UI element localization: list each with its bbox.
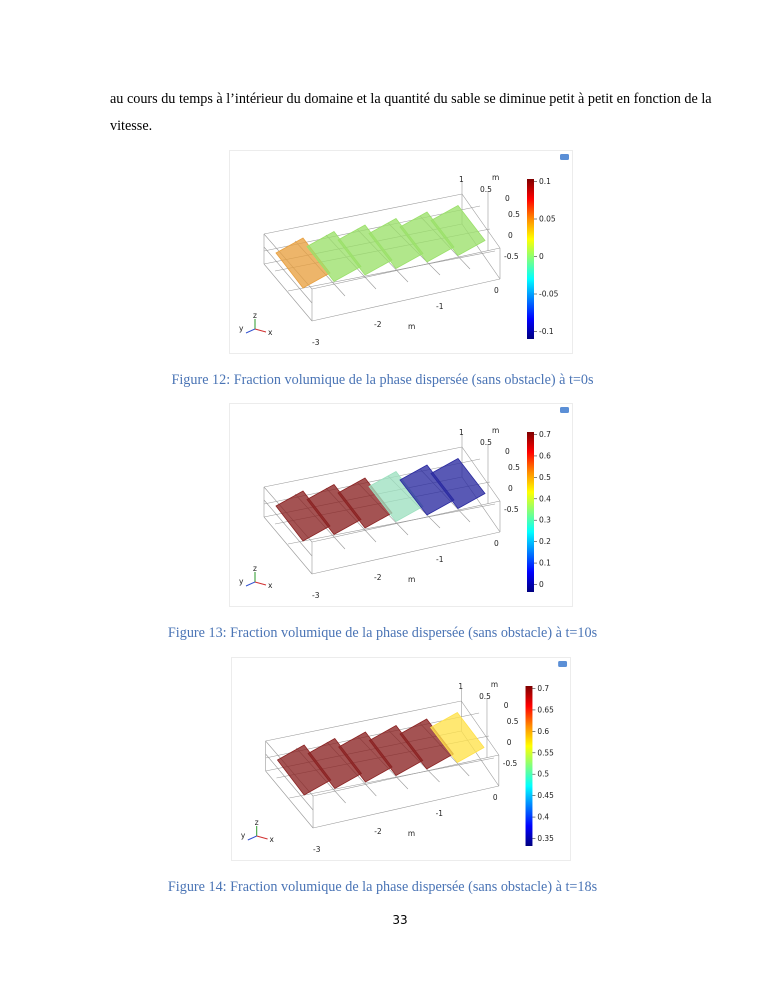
axis-unit-label: m <box>490 679 499 690</box>
colorbar-tick-label: 0.1 <box>539 177 551 186</box>
colorbar-tick-label: 0.1 <box>539 558 551 568</box>
colorbar-tick-label: 0.35 <box>537 833 554 844</box>
colorbar-tick-label: 0.4 <box>539 494 551 504</box>
camera-icon <box>560 407 569 413</box>
triad-z-label: z <box>253 311 257 320</box>
colorbar-tick-label: 0.45 <box>537 791 554 801</box>
figure-13-caption: Figure 13: Fraction volumique de la phase dispersée (sans obstacle) à t=10s <box>167 625 598 641</box>
z-tick-label: 0 <box>505 447 510 456</box>
z-tick-label: 0 <box>503 700 509 711</box>
colorbar <box>527 432 534 592</box>
y-tick-label: 0.5 <box>508 210 520 219</box>
figure-14-plot <box>231 657 571 861</box>
axis-triad-icon <box>239 311 273 337</box>
z-tick-label: 1 <box>458 681 464 692</box>
triad-z-label: z <box>253 564 257 573</box>
z-tick-label: 1 <box>459 175 464 184</box>
triad-z-label: z <box>254 817 259 828</box>
y-tick-label: -0.5 <box>502 758 518 769</box>
plot-svg <box>232 658 570 860</box>
axis-unit-label: m <box>492 426 500 435</box>
x-tick-label: -2 <box>374 320 382 329</box>
triad-y-label: y <box>240 830 246 841</box>
colorbar-tick-label: 0.6 <box>539 451 551 461</box>
colorbar-tick-label: 0.5 <box>537 769 550 779</box>
y-tick-label: 0 <box>506 737 512 748</box>
x-tick-label: -2 <box>374 826 382 837</box>
page-number: 33 <box>392 913 408 927</box>
z-tick-label: 0.5 <box>480 438 492 447</box>
axis-unit-label: m <box>407 828 416 839</box>
colorbar-tick-label: -0.05 <box>539 289 559 299</box>
colorbar-tick-label: 0.6 <box>537 726 550 736</box>
y-tick-label: -0.5 <box>504 505 519 514</box>
colorbar-tick-label: 0 <box>539 580 544 589</box>
triad-y-label: y <box>239 324 244 333</box>
colorbar <box>527 179 534 339</box>
triad-x-label: x <box>269 834 274 845</box>
y-tick-label: 0 <box>508 231 513 240</box>
axis-triad-icon <box>241 818 275 844</box>
z-tick-label: 0.5 <box>480 185 492 194</box>
colorbar-tick-label: -0.1 <box>539 327 554 336</box>
figure-14-caption: Figure 14: Fraction volumique de la phase dispersée (sans obstacle) à t=18s <box>167 879 598 895</box>
z-tick-label: 1 <box>459 428 464 437</box>
y-tick-label: 0.5 <box>506 716 519 727</box>
y-tick-label: 0 <box>508 484 513 493</box>
figure-13-plot <box>229 403 573 607</box>
z-tick-label: 0 <box>505 194 510 203</box>
colorbar-tick-label: 0.4 <box>537 812 550 822</box>
camera-icon <box>558 661 567 667</box>
z-tick-label: 0.5 <box>479 691 491 702</box>
colorbar-tick-label: 0.3 <box>539 515 551 525</box>
triad-y-label: y <box>239 577 244 586</box>
x-tick-label: 0 <box>492 792 498 803</box>
figure-12-plot <box>229 150 573 354</box>
x-tick-label: -3 <box>312 591 320 600</box>
colorbar-tick-label: 0 <box>539 252 544 261</box>
axis-unit-label: m <box>492 173 500 182</box>
axis-triad-icon <box>239 564 273 590</box>
colorbar-tick-label: 0.05 <box>539 214 556 224</box>
x-tick-label: -1 <box>435 808 443 819</box>
camera-icon <box>560 154 569 160</box>
plot-svg <box>230 404 572 606</box>
x-tick-label: -2 <box>374 573 382 582</box>
body-paragraph: au cours du temps à l’intérieur du domaine et la quantité du sable se diminue petit à petit en fonction de la vitesse. <box>110 91 712 134</box>
colorbar <box>526 686 533 846</box>
colorbar-tick-label: 0.7 <box>537 683 550 694</box>
x-tick-label: -1 <box>436 555 444 564</box>
colorbar-tick-label: 0.65 <box>537 705 554 715</box>
triad-x-label: x <box>268 581 273 590</box>
x-tick-label: 0 <box>494 286 499 295</box>
x-tick-label: -1 <box>436 302 444 311</box>
axis-unit-label: m <box>408 575 416 584</box>
y-tick-label: -0.5 <box>504 252 519 261</box>
y-tick-label: 0.5 <box>508 463 520 472</box>
plot-svg <box>230 151 572 353</box>
figure-12-caption: Figure 12: Fraction volumique de la phase dispersée (sans obstacle) à t=0s <box>171 372 594 388</box>
colorbar-tick-label: 0.5 <box>539 472 551 482</box>
x-tick-label: -3 <box>312 338 320 347</box>
triad-x-label: x <box>268 328 273 337</box>
colorbar-tick-label: 0.7 <box>539 430 551 439</box>
colorbar-tick-label: 0.2 <box>539 537 551 547</box>
axis-unit-label: m <box>408 322 416 331</box>
x-tick-label: -3 <box>313 844 321 855</box>
x-tick-label: 0 <box>494 539 499 548</box>
colorbar-tick-label: 0.55 <box>537 748 554 758</box>
